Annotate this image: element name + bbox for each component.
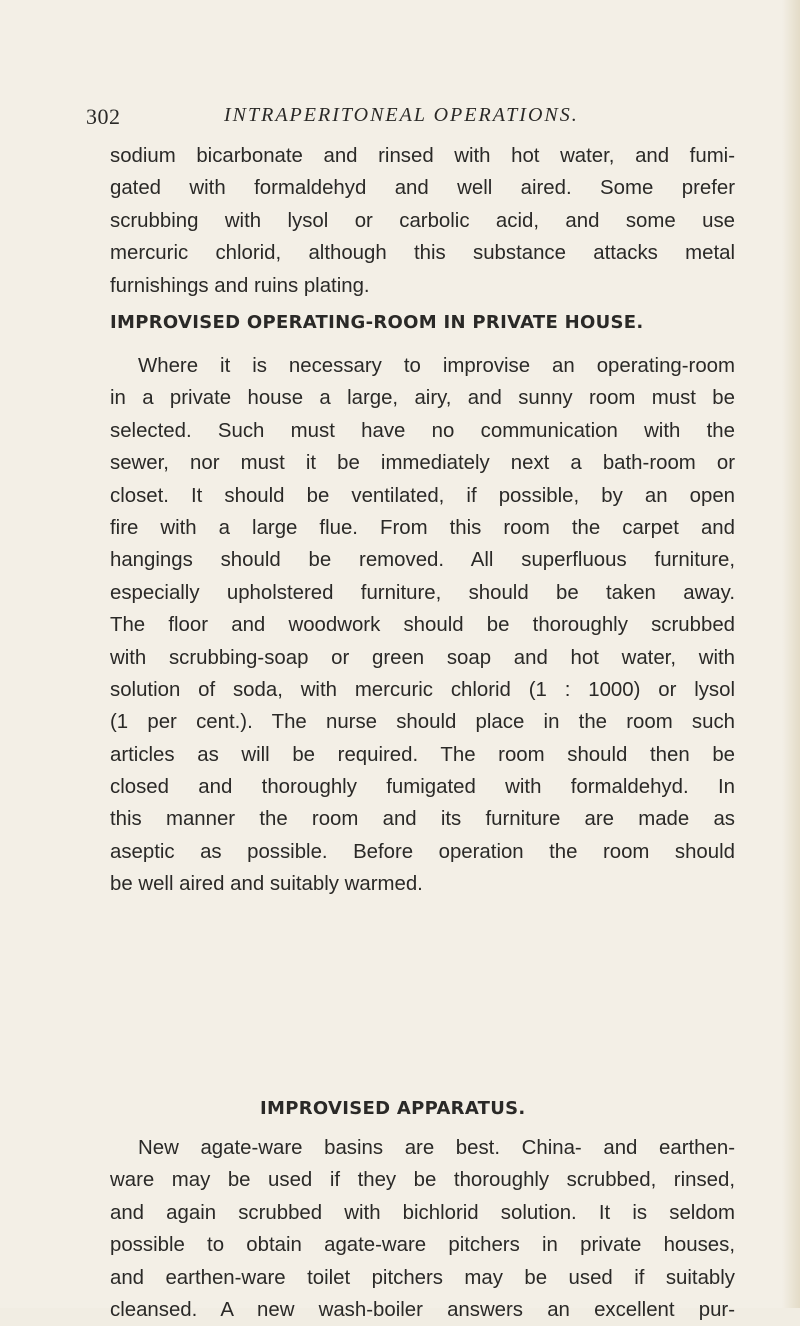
text-line: mercuric chlorid, although this substance attacks metal — [110, 242, 735, 265]
text-line: (1 per cent.). The nurse should place in the room such — [110, 711, 735, 734]
page-edge-shading — [782, 0, 800, 1308]
text-line: this manner the room and its furniture are made as — [110, 808, 735, 831]
text-line: in a private house a large, airy, and sunny room must be — [110, 387, 735, 410]
text-line: sewer, nor must it be immediately next a bath-room or — [110, 452, 735, 475]
paragraph-disinfection — [110, 140, 735, 302]
text-line: closed and thoroughly fumigated with formaldehyd. In — [110, 776, 735, 799]
text-line: aseptic as possible. Before operation the room should — [110, 840, 735, 863]
section-heading-apparatus: IMPROVISED APPARATUS. — [260, 1098, 526, 1119]
text-line: New agate-ware basins are best. China- and earthen- — [138, 1137, 735, 1159]
running-header — [86, 104, 706, 136]
text-line: and again scrubbed with bichlorid solution. It is seldom — [110, 1201, 735, 1224]
section-heading-operating-room: IMPROVISED OPERATING-ROOM IN PRIVATE HOUSE. — [110, 312, 644, 333]
text-line: especially upholstered furniture, should be taken away. — [110, 581, 735, 604]
text-line: with scrubbing-soap or green soap and hot water, with — [110, 646, 735, 669]
text-line: be well aired and suitably warmed. — [110, 873, 423, 896]
text-line: selected. Such must have no communication with the — [110, 419, 735, 442]
text-line: closet. It should be ventilated, if possible, by an open — [110, 484, 735, 507]
text-line: cleansed. A new wash-boiler answers an excellent pur- — [110, 1298, 735, 1321]
paragraph-operating-room — [110, 350, 735, 901]
text-line: and earthen-ware toilet pitchers may be used if suitably — [110, 1266, 735, 1289]
page-number: 302 — [86, 104, 121, 129]
text-line: furnishings and ruins plating. — [110, 274, 370, 297]
text-line: hangings should be removed. All superfluous furniture, — [110, 549, 735, 572]
text-line: ware may be used if they be thoroughly scrubbed, rinsed, — [110, 1169, 735, 1192]
text-line: articles as will be required. The room should then be — [110, 743, 735, 766]
text-line: gated with formaldehyd and well aired. Some prefer — [110, 177, 735, 200]
text-line: Where it is necessary to improvise an operating-room — [138, 355, 735, 377]
text-line: scrubbing with lysol or carbolic acid, and some use — [110, 209, 735, 232]
text-line: fire with a large flue. From this room the carpet and — [110, 516, 735, 539]
text-line: possible to obtain agate-ware pitchers in private houses, — [110, 1234, 735, 1257]
text-line: The floor and woodwork should be thoroughly scrubbed — [110, 614, 735, 637]
text-line: solution of soda, with mercuric chlorid (1 : 1000) or lysol — [110, 678, 735, 701]
text-line: sodium bicarbonate and rinsed with hot water, and fumi- — [110, 145, 735, 167]
paragraph-apparatus — [110, 1132, 735, 1326]
running-title: INTRAPERITONEAL OPERATIONS. — [224, 104, 579, 126]
